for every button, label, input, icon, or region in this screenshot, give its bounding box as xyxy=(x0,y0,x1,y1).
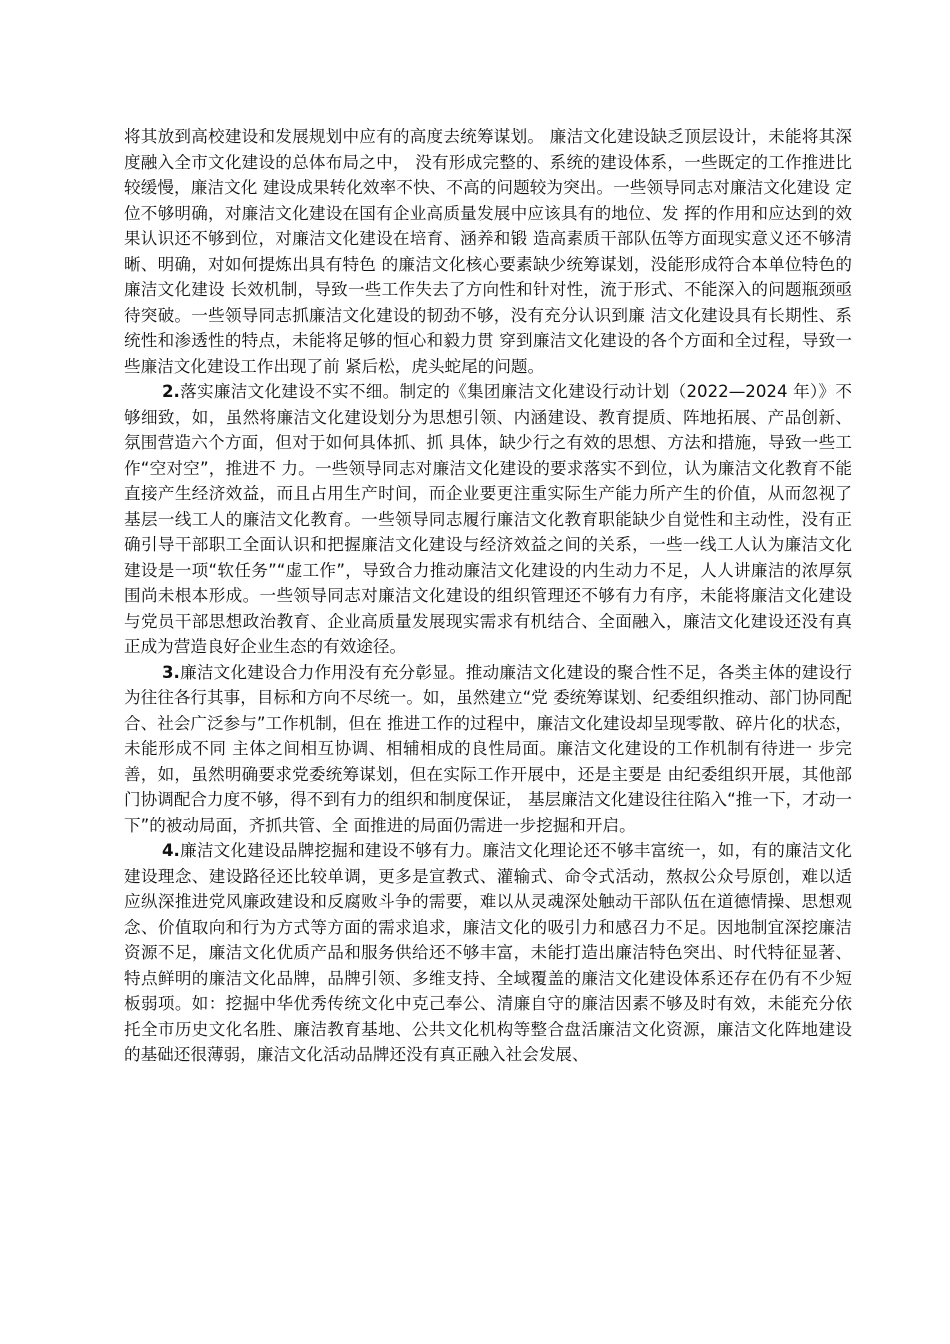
paragraph-text: 廉洁文化建设合力作用没有充分彰显。推动廉洁文化建设的聚合性不足，各类主体的建设行为往往各行其事，目标和方向不尽统一。如，虽然建立“党 委统筹谋划、纪委组织推动、部门协同配合、社会广泛参与”工作机制，但在 推进工作的过程中，廉洁文化建设却呈现零散、碎片化的状态，未能形成不同 主体之间相互协调、相辅相成的良性局面。廉洁文化建设的工作机制有待进一 步完善，如，虽然明确要求党委统筹谋划，但在实际工作开展中，还是主要是 由纪委组织开展，其他部门协调配合力度不够，得不到有力的组织和制度保证， 基层廉洁文化建设往往陷入“推一下，才动一下”的被动局面，齐抓共管、全 面推进的局面仍需进一步挖掘和开启。 xyxy=(124,662,852,835)
paragraph-item-3 xyxy=(124,660,852,839)
paragraph-item-2 xyxy=(124,379,852,660)
paragraph-text: 廉洁文化建设品牌挖掘和建设不够有力。廉洁文化理论还不够丰富统一，如，有的廉洁文化建设理念、建设路径还比较单调，更多是宣教式、灌输式、命令式活动，熬叔公众号原创，难以适应纵深推进党风廉政建设和反腐败斗争的需要，难以从灵魂深处触动干部队伍在道德情操、思想观念、价值取向和行为方式等方面的需求追求，廉洁文化的吸引力和感召力不足。因地制宜深挖廉洁资源不足，廉洁文化优质产品和服务供给还不够丰富，未能打造出廉洁特色突出、时代特征显著、特点鲜明的廉洁文化品牌，品牌引领、多维支持、全域覆盖的廉洁文化建设体系还存在仍有不少短板弱项。如：挖掘中华优秀传统文化中克己奉公、清廉自守的廉洁因素不够及时有效，未能充分依托全市历史文化名胜、廉洁教育基地、公共文化机构等整合盘活廉洁文化资源，廉洁文化阵地建设的基础还很薄弱，廉洁文化活动品牌还没有真正融入社会发展、 xyxy=(124,841,852,1064)
document-page xyxy=(124,124,852,1068)
paragraph-item-4 xyxy=(124,838,852,1068)
paragraph-number: 4. xyxy=(162,841,180,860)
paragraph-number: 3. xyxy=(162,662,180,682)
paragraph-number: 2. xyxy=(162,382,180,401)
paragraph-continued-intro xyxy=(124,124,852,379)
paragraph-text: 落实廉洁文化建设不实不细。制定的《集团廉洁文化建设行动计划（2022—2024 年）》不够细致，如，虽然将廉洁文化建设划分为思想引领、内涵建设、教育提质、阵地拓展、产品创新、氛围营造六个方面，但对于如何具体抓、抓 具体，缺少行之有效的思想、方法和措施，导致一些工作“空对空”，推进不 力。一些领导同志对廉洁文化建设的要求落实不到位，认为廉洁文化教育不能 直接产生经济效益，而且占用生产时间，而企业要更注重实际生产能力所产生的价值，从而忽视了基层一线工人的廉洁文化教育。一些领导同志履行廉洁文化教育职能缺少自觉性和主动性，没有正确引导干部职工全面认识和把握廉洁文化建设与经济效益之间的关系，一些一线工人认为廉洁文化建设是一项“软任务”“虚工作”，导致合力推动廉洁文化建设的内生动力不足，人人讲廉洁的浓厚氛围尚未根本形成。一些领导同志对廉洁文化建设的组织管理还不够有力有序，未能将廉洁文化建设与党员干部思想政治教育、企业高质量发展现实需求有机结合、全面融入，廉洁文化建设还没有真正成为营造良好企业生态的有效途径。 xyxy=(124,382,852,656)
paragraph-text: 将其放到高校建设和发展规划中应有的高度去统筹谋划。 廉洁文化建设缺乏顶层设计，未能将其深度融入全市文化建设的总体布局之中， 没有形成完整的、系统的建设体系，一些既定的工作推进比较缓慢，廉洁文化 建设成果转化效率不快、不高的问题较为突出。一些领导同志对廉洁文化建设 定位不够明确，对廉洁文化建设在国有企业高质量发展中应该具有的地位、发 挥的作用和应达到的效果认识还不够到位，对廉洁文化建设在培育、涵养和锻 造高素质干部队伍等方面现实意义还不够清晰、明确，对如何提炼出具有特色 的廉洁文化核心要素缺少统筹谋划，没能形成符合本单位特色的廉洁文化建设 长效机制，导致一些工作失去了方向性和针对性，流于形式、不能深入的问题瓶颈亟待突破。一些领导同志抓廉洁文化建设的韧劲不够，没有充分认识到廉 洁文化建设具有长期性、系统性和渗透性的特点，未能将足够的恒心和毅力贯 穿到廉洁文化建设的各个方面和全过程，导致一些廉洁文化建设工作出现了前 紧后松，虎头蛇尾的问题。 xyxy=(124,127,852,376)
